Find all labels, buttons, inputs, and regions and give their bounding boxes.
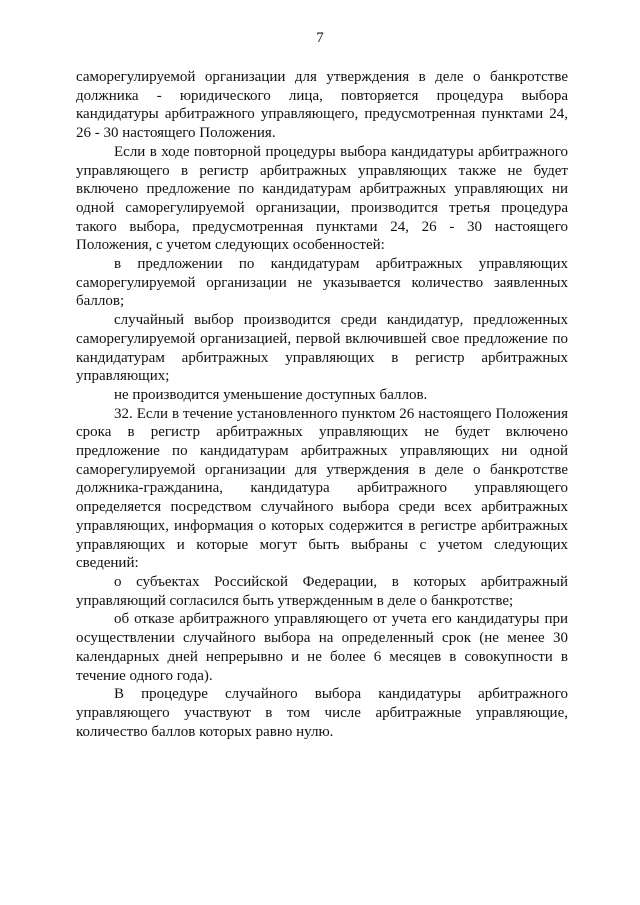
paragraph-list-item: об отказе арбитражного управляющего от учета его кандидатуры при осуществлении случайного выбора на определенный срок (не менее 30 календарных дней непрерывно и не более 6 месяцев в совокупности в течение одного года). <box>76 611 568 684</box>
paragraph-list-item: случайный выбор производится среди кандидатур, предложенных саморегулируемой организацией, первой включившей свое предложение по кандидатурам арбитражных управляющих в регистр арбитражных управляющих; <box>76 312 568 385</box>
paragraph-clause-32: 32. Если в течение установленного пунктом 26 настоящего Положения срока в регистр арбитражных управляющих не будет включено предложение по кандидатурам арбитражных управляющих ни одной саморегулируемой организации для утверждения в деле о банкротстве должника-гражданина, кандидатура арбитражного управляющего определяется посредством случайного выбора среди всех арбитражных управляющих, информация о которых содержится в регистре арбитражных управляющих и которые могут быть выбраны с учетом следующих сведений: <box>76 405 568 572</box>
paragraph-list-item: о субъектах Российской Федерации, в которых арбитражный управляющий согласился быть утвержденным в деле о банкротстве; <box>76 573 568 609</box>
paragraph-final: В процедуре случайного выбора кандидатуры арбитражного управляющего участвуют в том числе арбитражные управляющие, количество баллов которых равно нулю. <box>76 686 568 740</box>
paragraph-list-item: в предложении по кандидатурам арбитражных управляющих саморегулируемой организации не указывается количество заявленных баллов; <box>76 256 568 310</box>
paragraph-list-item: не производится уменьшение доступных баллов. <box>114 386 428 403</box>
body-text <box>76 68 568 741</box>
paragraph-continuation: саморегулируемой организации для утверждения в деле о банкротстве должника - юридического лица, повторяется процедура выбора кандидатуры арбитражного управляющего, предусмотренная пунктами 24, 26 - 30 настоящего Положения. <box>76 69 568 142</box>
page-number: 7 <box>316 30 324 46</box>
paragraph-repeat-procedure: Если в ходе повторной процедуры выбора кандидатуры арбитражного управляющего в регистр арбитражных управляющих также не будет включено предложение по кандидатурам арбитражных управляющих ни одной саморегулируемой организации, производится третья процедура такого выбора, предусмотренная пунктами 24, 26 - 30 настоящего Положения, с учетом следующих особенностей: <box>76 143 568 254</box>
